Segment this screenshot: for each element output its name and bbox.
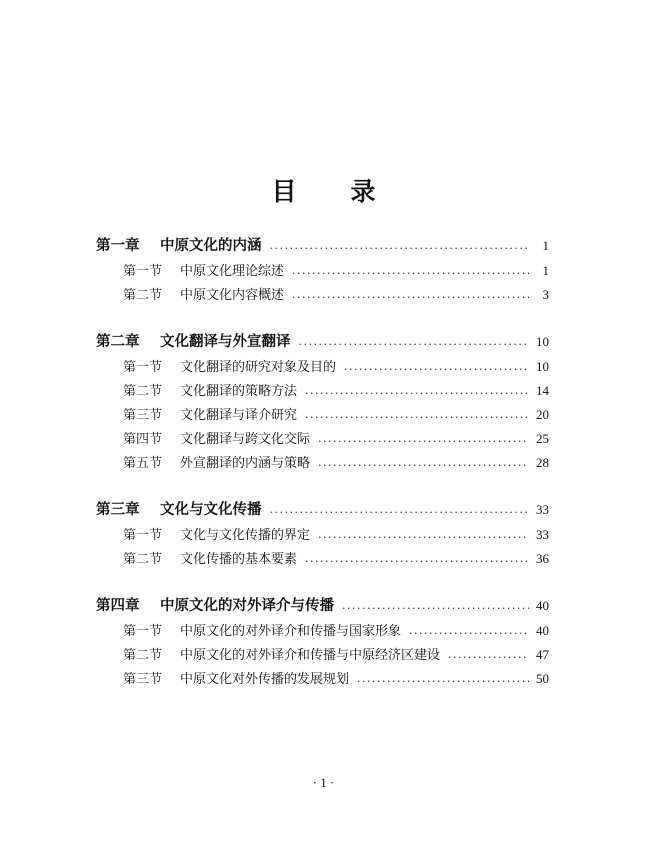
page-number: 33 [536,527,549,542]
chapter-title: 中原文化的对外译介与传播 [160,597,334,614]
section-title: 中原文化的对外译介和传播与国家形象 [180,624,402,639]
chapter-block [96,232,549,307]
page-number: 3 [542,287,549,302]
section-number: 第二节 [123,552,163,567]
dot-leader [448,643,529,667]
page-number: 28 [536,455,549,470]
page-number: 50 [536,671,549,686]
section-title: 中原文化内容概述 [180,288,285,303]
chapter-title: 中原文化的内涵 [160,237,262,254]
section-title: 中原文化对外传播的发展规划 [180,672,350,687]
dot-leader [344,355,529,379]
toc-section-entry[interactable] [96,643,549,667]
chapter-number: 第三章 [96,501,140,518]
dot-leader [270,232,530,259]
toc-section-entry[interactable] [96,355,549,379]
section-title: 文化翻译的策略方法 [180,384,298,399]
page-number: 36 [536,551,549,566]
toc-chapter-entry[interactable] [96,328,549,355]
dot-leader [342,592,529,619]
dot-leader [270,496,530,523]
section-title: 文化翻译与译介研究 [180,408,298,423]
page-number: 47 [536,647,549,662]
toc-section-entry[interactable] [96,259,549,283]
dot-leader [357,667,529,691]
page-number: 20 [536,407,549,422]
toc-section-entry[interactable] [96,667,549,691]
chapter-number: 第二章 [96,333,140,350]
toc-section-entry[interactable] [96,403,549,427]
chapter-block [96,592,549,691]
chapter-title: 文化与文化传播 [160,501,262,518]
toc-section-entry[interactable] [96,523,549,547]
chapter-block [96,328,549,475]
page-number: 25 [536,431,549,446]
chapter-title: 文化翻译与外宣翻译 [160,333,291,350]
section-title: 文化翻译与跨文化交际 [180,432,311,447]
dot-leader [409,619,529,643]
section-title: 中原文化的对外译介和传播与中原经济区建设 [180,648,441,663]
section-title: 文化翻译的研究对象及目的 [180,360,337,375]
toc-section-entry[interactable] [96,451,549,475]
title-char-2: 录 [350,177,376,206]
section-number: 第一节 [123,264,163,279]
section-number: 第五节 [123,456,163,471]
toc-chapter-entry[interactable] [96,232,549,259]
page-number: 10 [536,359,549,374]
section-number: 第一节 [123,360,163,375]
page-number: 33 [536,502,549,517]
dot-leader [318,451,529,475]
dot-leader [305,403,529,427]
page-number: 40 [536,623,549,638]
toc-section-entry[interactable] [96,619,549,643]
title-char-1: 目 [271,177,297,206]
section-number: 第三节 [123,672,163,687]
dot-leader [305,379,529,403]
page-number: 10 [536,334,549,349]
page-number: 1 [542,263,549,278]
section-title: 外宣翻译的内涵与策略 [180,456,311,471]
chapter-number: 第四章 [96,597,140,614]
toc-section-entry[interactable] [96,379,549,403]
toc-section-entry[interactable] [96,547,549,571]
toc-section-entry[interactable] [96,427,549,451]
dot-leader [318,523,529,547]
table-of-contents [96,232,549,712]
section-number: 第二节 [123,288,163,303]
dot-leader [292,283,529,307]
chapter-block [96,496,549,571]
toc-chapter-entry[interactable] [96,496,549,523]
section-number: 第三节 [123,408,163,423]
section-title: 文化传播的基本要素 [180,552,298,567]
page-number: 40 [536,598,549,613]
section-number: 第一节 [123,528,163,543]
section-title: 中原文化理论综述 [180,264,285,279]
section-title: 文化与文化传播的界定 [180,528,311,543]
dot-leader [299,328,530,355]
section-number: 第二节 [123,648,163,663]
section-number: 第四节 [123,432,163,447]
toc-chapter-entry[interactable] [96,592,549,619]
section-number: 第二节 [123,384,163,399]
chapter-number: 第一章 [96,237,140,254]
dot-leader [305,547,529,571]
section-number: 第一节 [123,624,163,639]
dot-leader [318,427,529,451]
toc-section-entry[interactable] [96,283,549,307]
page-title [0,172,647,208]
page-footer-number: · 1 · [312,775,335,790]
page-number: 14 [536,383,549,398]
dot-leader [292,259,529,283]
page-number: 1 [542,238,549,253]
